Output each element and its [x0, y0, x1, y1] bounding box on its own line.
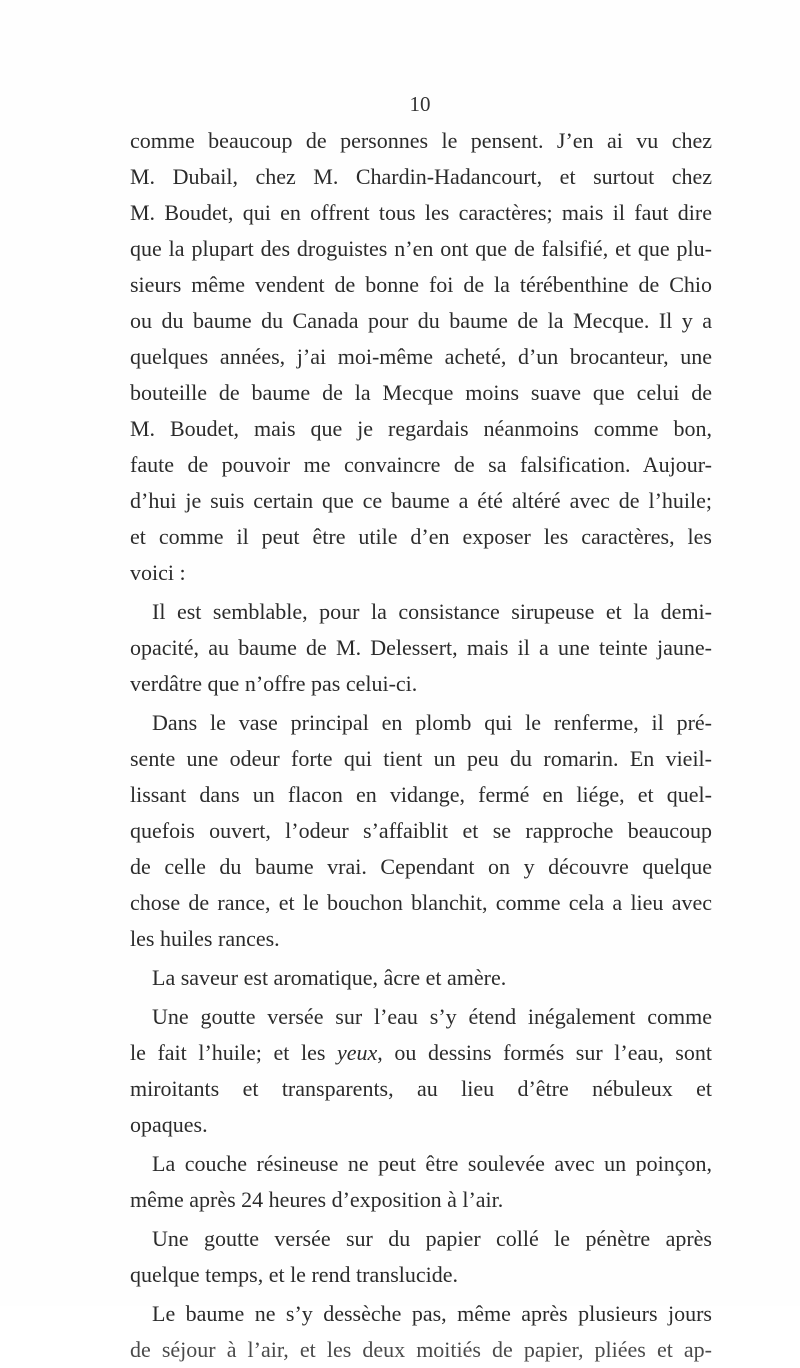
paragraph	[130, 960, 712, 996]
text-line: faute de pouvoir me convaincre de sa falsification. Aujour-	[130, 452, 712, 477]
text-line: bouteille de baume de la Mecque moins suave que celui de	[130, 380, 712, 405]
text-line: même après 24 heures d’exposition à l’air.	[130, 1187, 504, 1212]
text-line: La couche résineuse ne peut être soulevée avec un poinçon,	[152, 1151, 712, 1176]
text-line: M. Boudet, mais que je regardais néanmoins comme bon,	[130, 416, 712, 441]
paragraph	[130, 705, 712, 957]
text-line: comme beaucoup de personnes le pensent. J’en ai vu chez	[130, 128, 712, 153]
text-line: le fait l’huile; et les yeux, ou dessins formés sur l’eau, sont	[130, 1040, 712, 1065]
text-line: de séjour à l’air, et les deux moitiés de papier, pliées et ap-	[130, 1337, 712, 1362]
text-line: les huiles rances.	[130, 926, 280, 951]
text-line: opacité, au baume de M. Delessert, mais il a une teinte jaune-	[130, 635, 712, 660]
text-line: quelque temps, et le rend translucide.	[130, 1262, 459, 1287]
text-line: quefois ouvert, l’odeur s’affaiblit et se rapproche beaucoup	[130, 818, 712, 843]
emphasis-word: yeux	[336, 1040, 378, 1065]
paragraph	[130, 1146, 712, 1218]
text-line: que la plupart des droguistes n’en ont que de falsifié, et que plu-	[130, 236, 712, 261]
text-line: sente une odeur forte qui tient un peu du romarin. En vieil-	[130, 746, 712, 771]
text-line: lissant dans un flacon en vidange, fermé en liége, et quel-	[130, 782, 712, 807]
page-number: 10	[409, 92, 431, 116]
text-line: Le baume ne s’y dessèche pas, même après plusieurs jours	[152, 1301, 712, 1326]
text-line: quelques années, j’ai moi-même acheté, d’un brocanteur, une	[130, 344, 712, 369]
text-line: Dans le vase principal en plomb qui le renferme, il pré-	[152, 710, 712, 735]
text-line: Une goutte versée sur du papier collé le pénètre après	[152, 1226, 712, 1251]
paragraph	[130, 1221, 712, 1293]
text-line: La saveur est aromatique, âcre et amère.	[152, 965, 507, 990]
text-line: ou du baume du Canada pour du baume de la Mecque. Il y a	[130, 308, 712, 333]
text-line: et comme il peut être utile d’en exposer les caractères, les	[130, 524, 712, 549]
text-line: sieurs même vendent de bonne foi de la térébenthine de Chio	[130, 272, 712, 297]
paragraph	[130, 123, 712, 591]
text-line: Il est semblable, pour la consistance sirupeuse et la demi-	[152, 599, 712, 624]
text-line: de celle du baume vrai. Cependant on y découvre quelque	[130, 854, 712, 879]
text-line: M. Boudet, qui en offrent tous les caractères; mais il faut dire	[130, 200, 712, 225]
text-line: verdâtre que n’offre pas celui-ci.	[130, 671, 418, 696]
body-text	[130, 123, 712, 1368]
paragraph	[130, 999, 712, 1143]
text-line: d’hui je suis certain que ce baume a été altéré avec de l’huile;	[130, 488, 712, 513]
text-line: opaques.	[130, 1112, 208, 1137]
paragraph	[130, 594, 712, 702]
paragraph	[130, 1296, 712, 1368]
text-line: M. Dubail, chez M. Chardin-Hadancourt, et surtout chez	[130, 164, 712, 189]
text-line: chose de rance, et le bouchon blanchit, comme cela a lieu avec	[130, 890, 712, 915]
text-line: Une goutte versée sur l’eau s’y étend inégalement comme	[152, 1004, 712, 1029]
text-line: voici :	[130, 560, 186, 585]
text-line: miroitants et transparents, au lieu d’être nébuleux et	[130, 1076, 712, 1101]
